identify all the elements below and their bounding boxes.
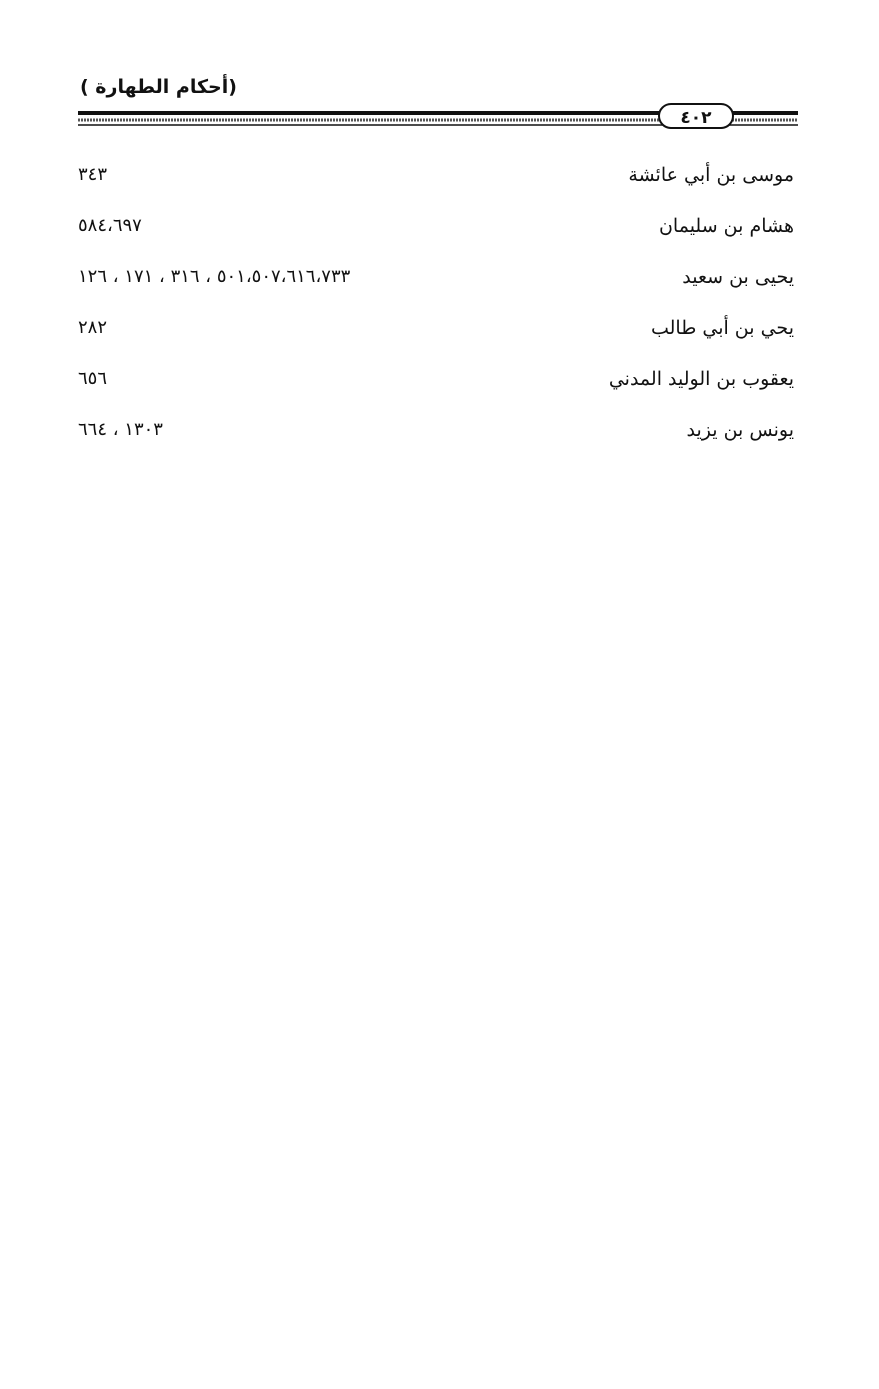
page-references: ٢٨٢ (78, 317, 108, 338)
index-list (78, 158, 798, 464)
page-references: ٥٠١،٥٠٧،٦١٦،٧٣٣ ، ٣١٦ ، ١٧١ ، ١٢٦ (78, 266, 351, 287)
index-entry (78, 260, 798, 311)
index-entry (78, 311, 798, 362)
page-references: ٥٨٤،٦٩٧ (78, 215, 142, 236)
narrator-name: هشام بن سليمان (658, 215, 794, 237)
page-references: ٣٤٣ (78, 164, 108, 185)
page-references: ١٣٠٣ ، ٦٦٤ (78, 419, 163, 440)
narrator-name: يونس بن يزيد (686, 419, 794, 441)
narrator-name: يحي بن أبي طالب (650, 317, 794, 339)
narrator-name: موسى بن أبي عائشة (628, 164, 794, 186)
index-entry (78, 209, 798, 260)
page-number: ٤٠٢ (658, 103, 734, 129)
page-references: ٦٥٦ (78, 368, 108, 389)
narrator-name: يحيى بن سعيد (682, 266, 794, 288)
index-entry (78, 158, 798, 209)
index-entry (78, 362, 798, 413)
book-title: (أحكام الطهارة ) (80, 76, 237, 98)
index-entry (78, 413, 798, 464)
narrator-name: يعقوب بن الوليد المدني (608, 368, 794, 390)
